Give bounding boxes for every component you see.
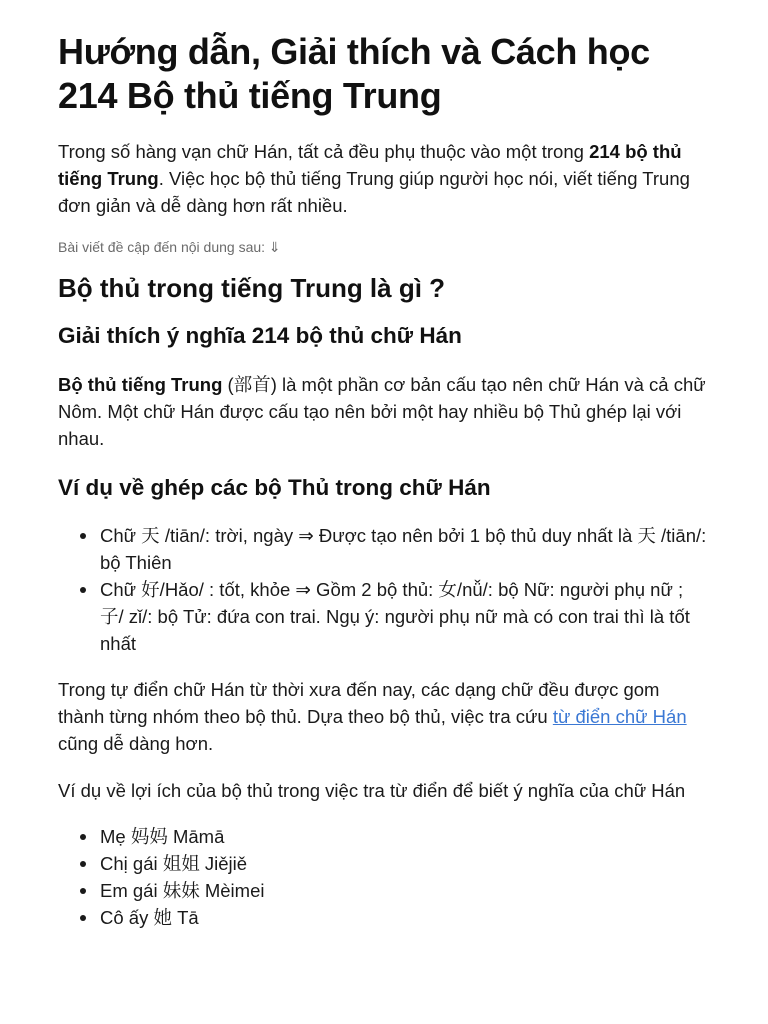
list-item-text: Em gái 妹妹 Mèimei bbox=[100, 880, 265, 901]
dictionary-text-start: Trong tự điển chữ Hán từ thời xưa đến nay, các dạng chữ đều được gom thành từng nhóm theo bộ thủ. Dựa theo bộ thủ, việc tra cứu bbox=[58, 679, 660, 727]
definition-paragraph bbox=[58, 371, 710, 452]
bullet-icon bbox=[80, 834, 86, 840]
bullet-icon bbox=[80, 861, 86, 867]
intro-text-end: . Việc học bộ thủ tiếng Trung giúp người học nói, viết tiếng Trung đơn giản và dễ dàng hơn rất nhiều. bbox=[58, 168, 690, 216]
radical-examples-list bbox=[58, 522, 710, 657]
section-heading-what-is-radical: Bộ thủ trong tiếng Trung là gì ? bbox=[58, 273, 446, 303]
list-item-text: Mẹ 妈妈 Māmā bbox=[100, 826, 225, 847]
list-item-text: Chữ 好/Hǎo/ : tốt, khỏe ⇒ Gồm 2 bộ thủ: 女/nǚ/: bộ Nữ: người phụ nữ ; 子/ zǐ/: bộ Tử: đứa con trai. Ngụ ý: người phụ nữ mà có con trai thì là tốt nhất bbox=[100, 579, 690, 654]
example-intro-paragraph: Ví dụ về lợi ích của bộ thủ trong việc tra từ điển để biết ý nghĩa của chữ Hán bbox=[58, 780, 686, 801]
intro-text-start: Trong số hàng vạn chữ Hán, tất cả đều phụ thuộc vào một trong bbox=[58, 141, 590, 162]
list-item-text: Chữ 天 /tiān/: trời, ngày ⇒ Được tạo nên bởi 1 bộ thủ duy nhất là 天 /tiān/: bộ Thiên bbox=[100, 525, 707, 573]
list-item bbox=[100, 823, 710, 850]
dictionary-text-end: cũng dễ dàng hơn. bbox=[58, 733, 214, 754]
bullet-icon bbox=[80, 915, 86, 921]
article-title: Hướng dẫn, Giải thích và Cách học 214 Bộ thủ tiếng Trung bbox=[58, 31, 650, 116]
table-of-contents-note[interactable]: Bài viết đề cập đến nội dung sau: ⇓ bbox=[58, 239, 281, 255]
dictionary-link[interactable]: từ điển chữ Hán bbox=[552, 706, 687, 727]
intro-bold-term: 214 bộ thủ tiếng Trung bbox=[58, 141, 682, 189]
list-item-text: Cô ấy 她 Tā bbox=[100, 907, 199, 928]
list-item bbox=[100, 522, 710, 576]
list-item bbox=[100, 877, 710, 904]
intro-paragraph bbox=[58, 138, 710, 219]
list-item bbox=[100, 904, 710, 931]
subheading-meaning: Giải thích ý nghĩa 214 bộ thủ chữ Hán bbox=[58, 323, 462, 348]
bullet-icon bbox=[80, 587, 86, 593]
list-item bbox=[100, 576, 710, 657]
dictionary-paragraph bbox=[58, 676, 710, 757]
family-words-list bbox=[58, 823, 710, 931]
list-item bbox=[100, 850, 710, 877]
list-item-text: Chị gái 姐姐 Jiějiě bbox=[100, 853, 248, 874]
bullet-icon bbox=[80, 533, 86, 539]
subheading-examples: Ví dụ về ghép các bộ Thủ trong chữ Hán bbox=[58, 475, 491, 500]
definition-text: (部首) là một phần cơ bản cấu tạo nên chữ Hán và cả chữ Nôm. Một chữ Hán được cấu tạo nên bởi một hay nhiều bộ Thủ ghép lại với nhau. bbox=[58, 374, 706, 449]
definition-bold-term: Bộ thủ tiếng Trung bbox=[58, 374, 223, 395]
bullet-icon bbox=[80, 888, 86, 894]
